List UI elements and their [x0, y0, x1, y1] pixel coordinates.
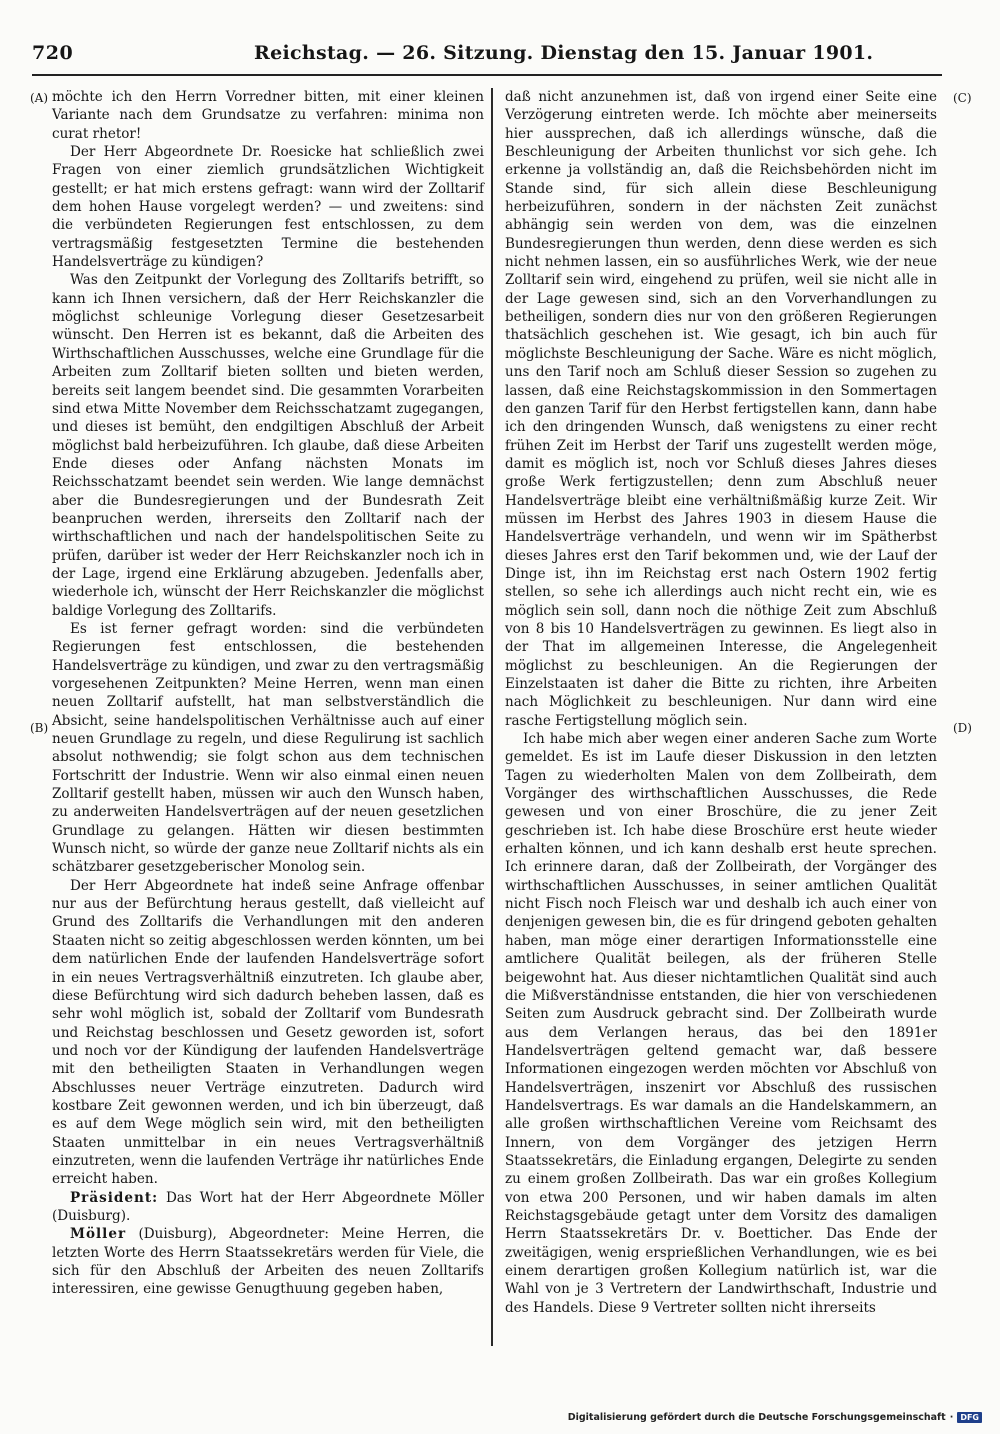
right-column [505, 88, 937, 1317]
margin-label-a: (A) [30, 91, 49, 105]
dfg-logo: DFG [957, 1412, 982, 1423]
paragraph: möchte ich den Herrn Vorredner bitten, mit einer kleinen Variante nach dem Grundsatze zu verfahren: minima non curat rhetor! [52, 89, 484, 142]
page-number: 720 [32, 42, 74, 64]
paragraph: Ich habe mich aber wegen einer anderen Sache zum Worte gemeldet. Es ist im Laufe dieser Diskussion in den letzten Tagen zu wiederholten Malen von dem Zollbeirath, dem Vorgänger des wirthschaftlichen Ausschusses, die Rede gewesen und von einer Broschüre, die zu jener Zeit geschrieben ist. Ich habe diese Broschüre erst heute wieder erhalten können, und ich kann deshalb erst heute sprechen. Ich erinnere daran, daß der Zollbeirath, der Vorgänger des wirthschaftlichen Ausschusses, in seiner amtlichen Qualität nicht Fisch noch Fleisch war und deshalb ich auch einer von denjenigen gewesen bin, die es für dringend geboten gehalten haben, man möge einer derartigen Informationsstelle eine amtlichere Qualität beilegen, als der früheren Stelle beigewohnt hat. Aus dieser nichtamtlichen Qualität sind auch die Mißverständnisse entstanden, die hier von verschiedenen Seiten zum Ausdruck gebracht sind. Der Zollbeirath wurde aus dem Verlangen heraus, das bei den 1891er Handelsverträgen geltend gemacht war, daß bessere Informationen eingezogen werden möchten vor Abschluß von Handelsverträgen, inszenirt vor Abschluß des russischen Handelsvertrags. Es war damals an die Handelskammern, an alle großen wirthschaftlichen Vereine vom Reichsamt des Innern, von dem Vorgänger des jetzigen Herrn Staatssekretärs, die Einladung ergangen, Delegirte zu senden zu einem großen Zollbeirath. Das war ein großes Kollegium von etwa 200 Personen, und wir haben damals im alten Reichstagsgebäude getagt unter dem Vorsitz des damaligen Herrn Staatssekretärs Dr. v. Boetticher. Das Ende der zweitägigen, wenig ersprießlichen Verhandlungen, wie es bei einem derartigen großen Kollegium natürlich ist, war die Wahl von je 3 Vertretern der Landwirthschaft, Industrie und des Handels. Diese 9 Vertreter sollten nicht ihrerseits [505, 731, 937, 1316]
paragraph: Der Herr Abgeordnete Dr. Roesicke hat schließlich zwei Fragen von einer ziemlich grundsätzlichen Wichtigkeit gestellt; er hat mich erstens gefragt: wann wird der Zolltarif dem hohen Hause vorgelegt werden? — und zweitens: sind die verbündeten Regierungen fest entschlossen, zu dem vertragsmäßig festgesetzten Termine die bestehenden Handelsverträge zu kündigen? [52, 144, 484, 271]
paragraph: Was den Zeitpunkt der Vorlegung des Zolltarifs betrifft, so kann ich Ihnen versichern, daß der Herr Reichskanzler die möglichst schleunige Vorlegung dieser Gesetzesarbeit wünscht. Den Herren ist es bekannt, daß die Arbeiten des Wirthschaftlichen Ausschusses, welche eine Grundlage für die Arbeiten zum Zolltarif bieten sollten und bieten werden, bereits seit langem beendet sind. Die gesammten Vorarbeiten sind etwa Mitte November dem Reichsschatzamt zugegangen, und dieses ist bemüht, den endgiltigen Abschluß der Arbeit möglichst bald herbeizuführen. Ich glaube, daß diese Arbeiten Ende dieses oder Anfang nächsten Monats im Reichsschatzamt beendet sein werden. Wie lange demnächst aber die Bundesregierungen und der Bundesrath Zeit beanpruchen werden, ihrerseits den Zolltarif nach der wirthschaftlichen und nach der handelspolitischen Seite zu prüfen, darüber ist weder der Herr Reichskanzler noch ich in der Lage, irgend eine Erklärung abzugeben. Jedenfalls aber, wiederhole ich, wünscht der Herr Reichskanzler die möglichst baldige Vorlegung des Zolltarifs. [52, 272, 484, 619]
speech-text: Das Wort hat der Herr Abgeordnete Möller (Duisburg). [52, 1189, 484, 1224]
paragraph: Der Herr Abgeordnete hat indeß seine Anfrage offenbar nur aus der Befürchtung heraus gestellt, daß vielleicht auf Grund des Zolltarifs die Verhandlungen mit den anderen Staaten nicht so zeitig abgeschlossen werden könnten, um bei dem natürlichen Ende der laufenden Handelsverträge sofort in ein neues Vertragsverhältniß einzutreten. Ich glaube aber, diese Befürchtung wird sich dadurch beheben lassen, daß es sehr wohl möglich ist, sobald der Zolltarif vom Bundesrath und Reichstag beschlossen und Gesetz geworden ist, sofort und noch vor der Kündigung der laufenden Handelsverträge mit den betheiligten Staaten in Verhandlungen wegen Abschlusses neuer Verträge einzutreten. Dadurch wird kostbare Zeit gewonnen werden, und ich bin überzeugt, daß es auf dem Wege möglich sein wird, mit den betheiligten Staaten unmittelbar in ein neues Vertragsverhältniß einzutreten, wenn die laufenden Verträge ihr natürliches Ende erreicht haben. [52, 877, 484, 1188]
margin-label-c: (C) [953, 91, 972, 105]
left-column [52, 88, 484, 1299]
margin-label-b: (B) [30, 721, 49, 735]
speaker-paragraph [52, 1189, 484, 1226]
header-rule [32, 74, 942, 76]
page-header [32, 40, 937, 70]
paragraph: daß nicht anzunehmen ist, daß von irgend einer Seite eine Verzögerung eintreten werde. Ich möchte aber meinerseits hier aussprechen, daß ich allerdings wünsche, daß die Beschleunigung der Arbeiten thunlichst vor sich gehe. Ich erkenne ja vollständig an, daß die Reichsbehörden nicht im Stande sind, für sich allein diese Beschleunigung herbeizuführen, sondern in der nächsten Zeit zunächst abhängig sein werden von dem, was die einzelnen Bundesregierungen thun werden, denn diese werden es sich nicht nehmen lassen, ein so ausführliches Werk, wie der neue Zolltarif sein wird, eingehend zu prüfen, weil sie nicht alle in der Lage gewesen sind, sich an den Vorverhandlungen zu betheiligen, sondern dies nur von den größeren Regierungen thatsächlich geschehen ist. Wie gesagt, ich bin auch für möglichste Beschleunigung der Sache. Wäre es nicht möglich, uns den Tarif noch am Schluß dieser Session so zugehen zu lassen, daß eine Reichstagskommission in den Sommertagen den ganzen Tarif für den Herbst fertigstellen kann, dann habe ich den dringenden Wunsch, daß wenigstens zu einer recht frühen Zeit im Herbst der Tarif uns zugestellt werden möge, damit es möglich ist, noch vor Schluß dieses Jahres dieses große Werk fertigzustellen; denn zum Abschluß neuer Handelsverträge bleibt eine verhältnißmäßig kurze Zeit. Wir müssen im Herbst des Jahres 1903 in diesem Hause die Handelsverträge verhandeln, und wenn wir im Spätherbst dieses Jahres erst den Tarif bekommen und, wie der Lauf der Dinge ist, ihn im Reichstag erst nach Ostern 1902 fertig stellen, so sehe ich allerdings auch nicht recht ein, wie es möglich sein soll, dann noch die nöthige Zeit zum Abschluß von 8 bis 10 Handelsverträgen zu gewinnen. Es liegt also in der That im allgemeinen Interesse, die Angelegenheit möglichst zu beschleunigen. An die Regierungen der Einzelstaaten ist daher die Bitte zu richten, ihre Arbeiten nach Möglichkeit zu beschleunigen. Nur dann wird eine rasche Fertigstellung möglich sein. [505, 89, 937, 729]
digitization-credit [568, 1412, 982, 1423]
speaker-name: Möller [70, 1226, 127, 1243]
speaker-paragraph [52, 1225, 484, 1298]
margin-label-d: (D) [953, 721, 972, 735]
speaker-name: Präsident: [70, 1189, 159, 1206]
paragraph: Es ist ferner gefragt worden: sind die verbündeten Regierungen fest entschlossen, die bestehenden Handelsverträge zu kündigen, und zwar zu den vertragsmäßig vorgesehenen Zeitpunkten? Meine Herren, wenn man einen neuen Zolltarif aufstellt, hat man selbstverständlich die Absicht, seine handelspolitischen Verhältnisse auch auf einer neuen Grundlage zu regeln, und diese Regulirung ist sachlich absolut nothwendig; sie folgt schon aus dem technischen Fortschritt der Industrie. Wenn wir also einmal einen neuen Zolltarif gestellt haben, müssen wir auch den Wunsch haben, zu anderweiten Handelsverträgen auf der neuen gesetzlichen Grundlage zu gelangen. Hätten wir diesen bestimmten Wunsch nicht, so würde der ganze neue Zolltarif nichts als ein schätzbarer gesetzgeberischer Monolog sein. [52, 620, 484, 876]
column-divider [491, 88, 493, 1346]
speech-text: (Duisburg), Abgeordneter: Meine Herren, die letzten Worte des Herrn Staatssekretärs werden für Viele, die sich für den Abschluß der Arbeiten des neuen Zolltarifs interessiren, eine gewisse Genugthuung gegeben haben, [52, 1226, 484, 1298]
credit-text: Digitalisierung gefördert durch die Deutsche Forschungsgemeinschaft [567, 1412, 946, 1423]
running-head: Reichstag. — 26. Sitzung. Dienstag den 15. Januar 1901. [254, 42, 874, 64]
separator: · [949, 1412, 954, 1423]
